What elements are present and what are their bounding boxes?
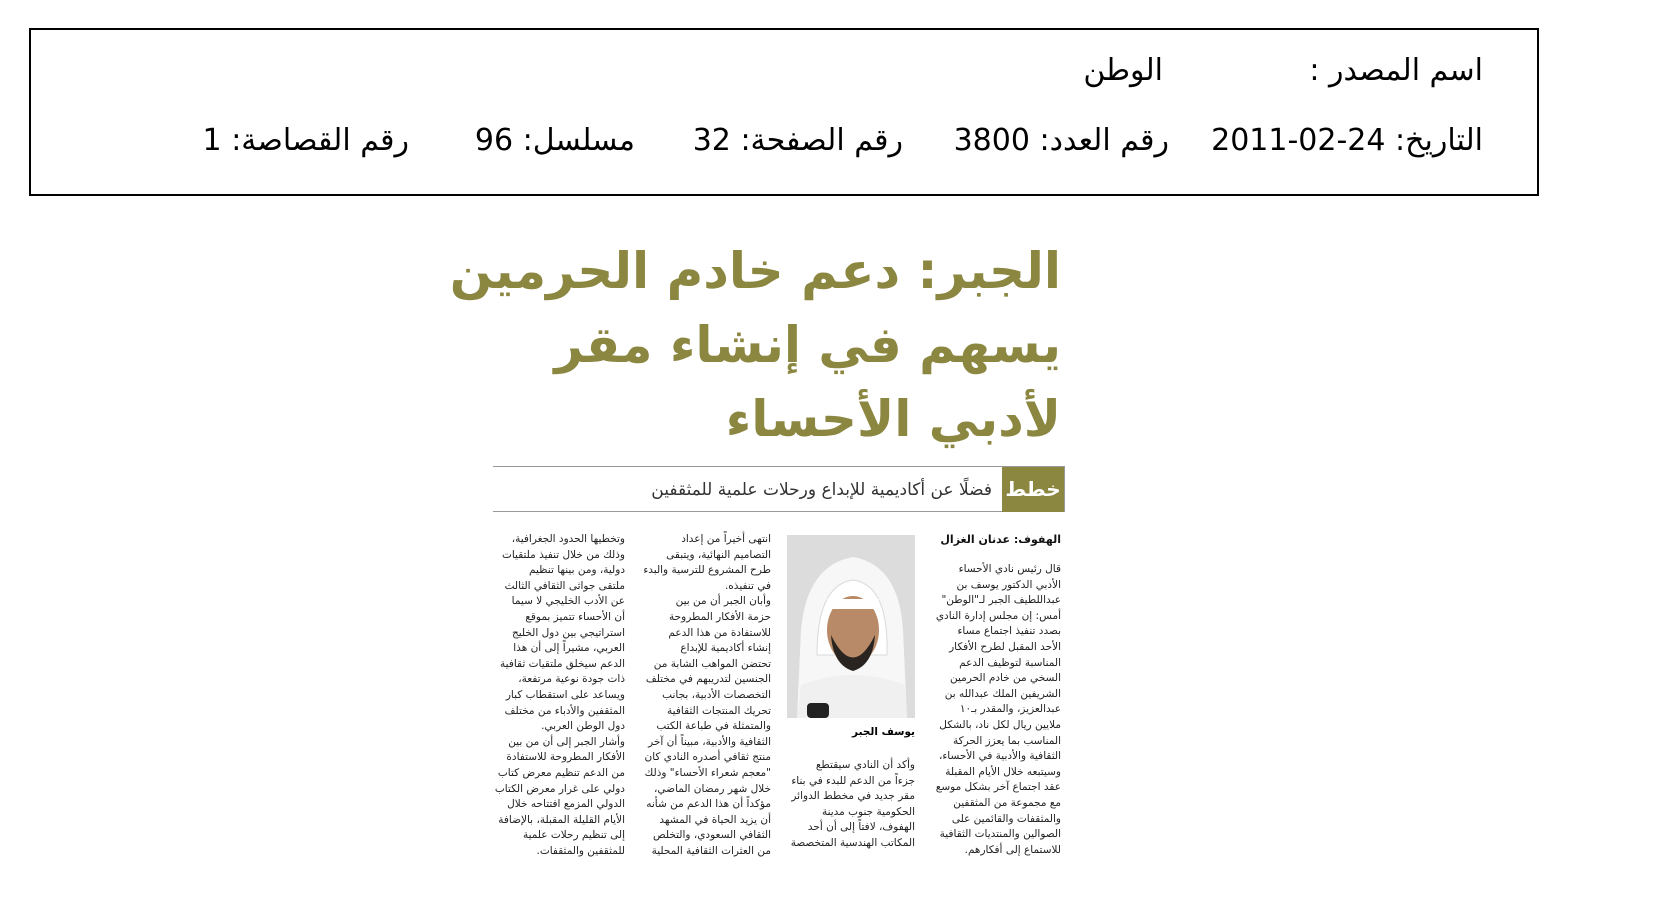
- subheadline: فضلًا عن أكاديمية للإبداع ورحلات علمية للمثقفين: [651, 480, 992, 500]
- article-line: وذلك من خلال تنفيذ ملتقيات: [501, 548, 625, 561]
- newspaper-clipping: [449, 232, 1067, 857]
- portrait-photo: [787, 535, 915, 718]
- article-line: التخصصات الأدبية، بجانب: [662, 688, 771, 701]
- article-line: الحكومية جنوب مدينة: [821, 805, 915, 818]
- article-line: منتج ثقافي أصدره النادي كان: [644, 751, 771, 764]
- article-line: الأيام القليلة المقبلة، بالإضافة: [498, 813, 625, 826]
- article-line: المناسبة لتوظيف الدعم: [959, 656, 1061, 669]
- article-line: استراتيجي بين دول الخليج: [511, 626, 625, 639]
- source-value: الوطن: [1083, 53, 1163, 88]
- article-line: ذات جودة نوعية مرتفعة،: [518, 673, 625, 686]
- article-line: للاستماع إلى أفكارهم.: [964, 843, 1061, 856]
- article-line: دولي على غرار معرض الكتاب: [494, 782, 625, 795]
- source-info-box: [29, 28, 1539, 196]
- article-line: حزمة الأفكار المطروحة: [669, 610, 771, 623]
- article-line: التصاميم النهائية، ويتبقى: [666, 548, 771, 561]
- article-line: الثقافية والأدبية، مبيناً أن آخر: [648, 735, 771, 748]
- article-line: وتخطيها الحدود الجغرافية،: [511, 533, 625, 545]
- date-field: [1211, 123, 1483, 158]
- article-line: عقد اجتماع آخر بشكل موسع: [935, 781, 1061, 794]
- article-line: ويساعد على استقطاب كبار: [505, 688, 625, 701]
- page-value: 32: [692, 123, 731, 158]
- clip-value: 1: [202, 123, 222, 158]
- article-line: الصوالين والمنتديات الثقافية: [939, 828, 1061, 841]
- article-line: أمس: إن مجلس إدارة النادي: [935, 609, 1061, 622]
- article-line: للاستفادة من هذا الدعم: [668, 626, 771, 639]
- article-line: انتهى أخيراً من إعداد: [681, 533, 771, 545]
- serial-label: مسلسل:: [522, 123, 635, 158]
- issue-label: رقم العدد:: [1039, 123, 1169, 158]
- clip-field: [202, 123, 409, 158]
- article-line: أن يزيد الحياة في المشهد: [659, 813, 771, 826]
- article-column-3: [643, 532, 771, 859]
- article-line: طرح المشروع للترسية والبدء: [643, 564, 771, 577]
- page-label: رقم الصفحة:: [740, 123, 903, 158]
- article-line: الجنسين لتدريبهم في مختلف: [645, 673, 771, 686]
- issue-field: [953, 123, 1169, 158]
- article-line: دولية، ومن بينها تنظيم: [529, 564, 625, 577]
- article-line: والمثقفات والقائمين على: [951, 812, 1061, 825]
- article-line: دول الوطن العربي.: [541, 720, 625, 733]
- article-line: والمتمثلة في طباعة الكتب: [656, 720, 771, 733]
- article-line: أن الأحساء تتميز بموقع: [525, 610, 625, 623]
- source-row: [1309, 53, 1483, 88]
- photo-caption: يوسف الجبر: [852, 726, 915, 738]
- article-line: الأفكار المطروحة للاستفادة: [506, 751, 625, 764]
- article-line: تحتضن المواهب الشابة من: [653, 657, 771, 670]
- clip-label: رقم القصاصة:: [231, 123, 409, 158]
- headline-line-2: يسهم في إنشاء مقر: [554, 316, 1061, 374]
- article-line: وأبان الجبر أن من بين: [675, 595, 771, 608]
- article-line: إنشاء أكاديمية للإبداع: [680, 642, 771, 655]
- article-column-4: [495, 532, 625, 859]
- article-line: وأكد أن النادي سيقتطع: [815, 759, 915, 771]
- article-line: الأحد المقبل لطرح الأفكار: [949, 640, 1061, 653]
- portrait-image: [787, 535, 915, 718]
- headline-line-1: الجبر: دعم خادم الحرمين: [449, 242, 1061, 300]
- article-line: من العثرات الثقافية المحلية: [651, 844, 771, 857]
- subheadline-bar: [493, 466, 1065, 512]
- article-line: وأشار الجبر إلى أن من بين: [508, 735, 625, 748]
- article-line: بصدد تنفيذ اجتماع مساء: [957, 625, 1061, 638]
- article-line: الثقافية والأدبية في الأحساء،: [938, 750, 1061, 763]
- article-line: من الدعم تنظيم معرض كتاب: [497, 766, 625, 779]
- date-label: التاريخ:: [1395, 123, 1483, 158]
- article-line: عن الأدب الخليجي لا سيما: [511, 595, 625, 608]
- article-line: مقر جديد في مخطط الدوائر: [791, 790, 915, 803]
- source-value-row: [1083, 53, 1163, 88]
- article-line: تحريك المنتجات الثقافية: [667, 704, 771, 717]
- serial-field: [474, 123, 635, 158]
- page-field: [692, 123, 903, 158]
- article-line: المكاتب الهندسية المتخصصة: [790, 836, 915, 849]
- article-line: "معجم شعراء الأحساء" وذلك: [644, 766, 771, 779]
- source-label: اسم المصدر :: [1309, 53, 1483, 88]
- article-line: العربي، مشيراً إلى أن هذا: [513, 642, 625, 655]
- article-column-2: [791, 758, 915, 852]
- article-line: الأدبي الدكتور يوسف بن: [956, 578, 1061, 591]
- article-line: ملايين ريال لكل ناد، بالشكل: [939, 718, 1061, 731]
- article-line: إلى تنظيم رحلات علمية: [522, 829, 625, 842]
- article-line: عبدالعزيز، والمقدر بـ١٠: [959, 703, 1061, 716]
- article-line: مع مجموعة من المثقفين: [953, 796, 1061, 809]
- article-line: قال رئيس نادي الأحساء: [958, 563, 1061, 575]
- issue-value: 3800: [953, 123, 1030, 158]
- article-line: جزءاً من الدعم للبدء في بناء: [791, 774, 915, 787]
- article-line: السخي من خادم الحرمين: [950, 672, 1061, 685]
- article-line: خلال شهر رمضان الماضي،: [654, 782, 771, 795]
- byline: الهفوف: عدنان الغزال: [940, 533, 1061, 546]
- article-line: الشريفين الملك عبدالله بن: [944, 687, 1061, 700]
- article-line: وسيتبعه خلال الأيام المقبلة: [945, 765, 1061, 778]
- article-line: المناسب بما يعزز الحركة: [952, 734, 1061, 747]
- article-line: الثقافي السعودي، والتخلص: [653, 829, 771, 842]
- article-line: للمثقفين والمثقفات.: [536, 844, 625, 857]
- article-line: الهفوف، لافتاً إلى أن أحد: [807, 821, 915, 834]
- article-line: الدعم سيخلق ملتقيات ثقافية: [500, 657, 625, 670]
- date-value: 2011-02-24: [1211, 123, 1386, 158]
- article-line: عبداللطيف الجبر لـ"الوطن": [941, 594, 1061, 607]
- serial-value: 96: [474, 123, 514, 158]
- article-line: في تنفيذه.: [724, 579, 771, 592]
- section-tag: خطط: [1002, 467, 1064, 512]
- headline-line-3: لأدبي الأحساء: [725, 390, 1061, 448]
- article-line: مؤكداً أن هذا الدعم من شأنه: [646, 798, 771, 811]
- article-line: الدولي المزمع افتتاحه خلال: [507, 798, 625, 811]
- article-line: المثقفين والأدباء من مختلف: [504, 704, 625, 717]
- article-line: ملتقى جواثى الثقافي الثالث: [504, 579, 625, 592]
- article-column-1: [936, 562, 1061, 858]
